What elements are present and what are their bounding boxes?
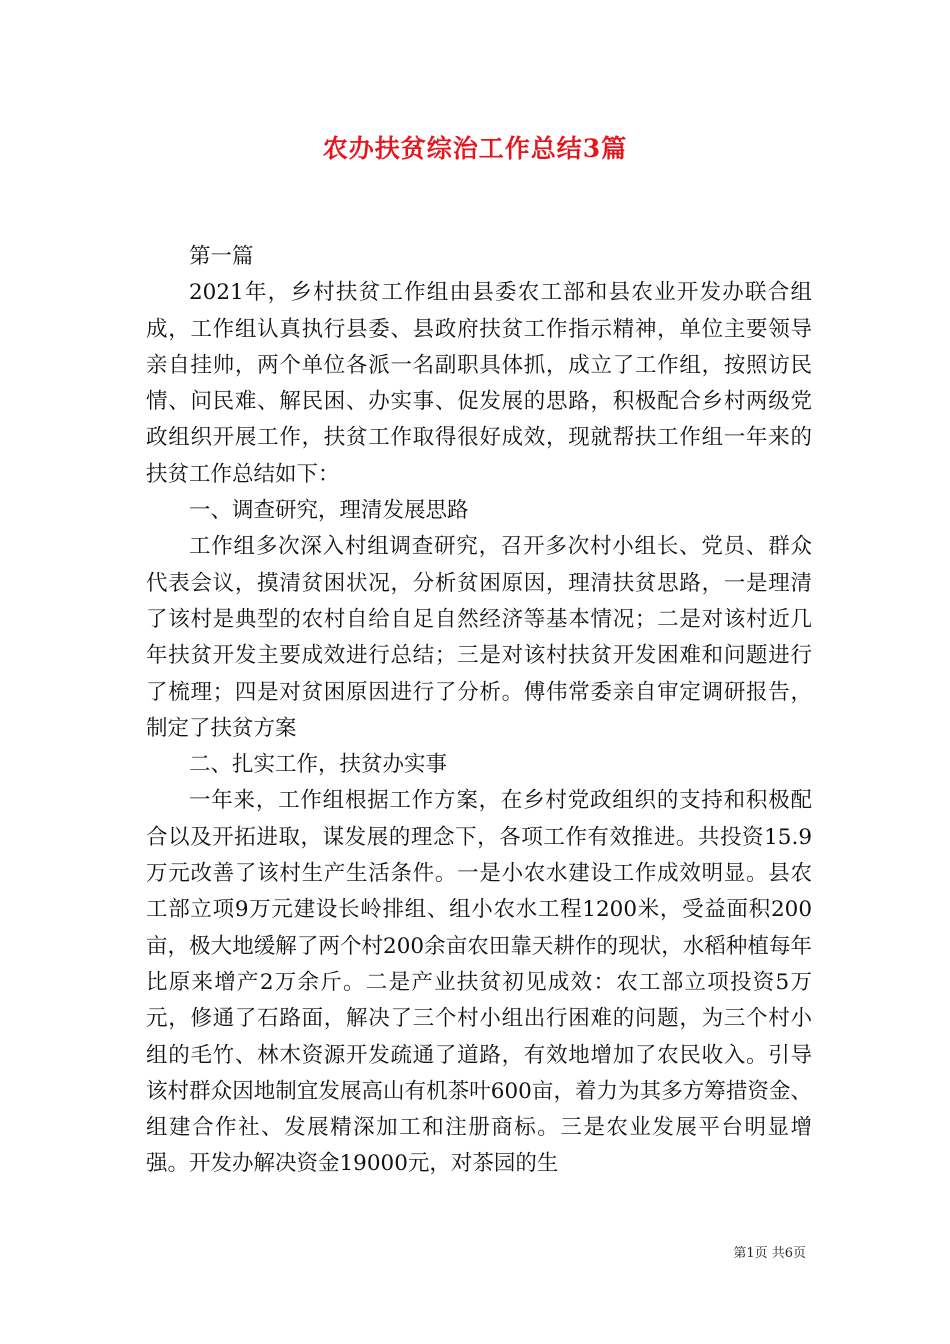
document-title: 农办扶贫综治工作总结3篇 <box>322 134 628 163</box>
paragraph-work: 一年来，工作组根据工作方案，在乡村党政组织的支持和积极配合以及开拓进取，谋发展的理念下，各项工作有效推进。共投资15.9万元改善了该村生产生活条件。一是小农水建设工作成效明显。县农工部立项9万元建设长岭排组、组小农水工程1200米，受益面积200亩，极大地缓解了两个村200余亩农田靠天耕作的现状，水稻种植每年比原来增产2万余斤。二是产业扶贫初见成效：农工部立项投资5万元，修通了石路面，解决了三个村小组出行困难的问题，为三个村小组的毛竹、林木资源开发疏通了道路，有效地增加了农民收入。引导该村群众因地制宜发展高山有机茶叶600亩，着力为其多方筹措资金、组建合作社、发展精深加工和注册商标。三是农业发展平台明显增强。开发办解决资金19000元，对茶园的生 <box>146 788 812 1177</box>
paragraph-research: 工作组多次深入村组调查研究，召开多次村小组长、党员、群众代表会议，摸清贫困状况，分析贫困原因，理清扶贫思路，一是理清了该村是典型的农村自给自足自然经济等基本情况；二是对该村近几年扶贫开发主要成效进行总结；三是对该村扶贫开发困难和问题进行了梳理；四是对贫困原因进行了分析。傅伟常委亲自审定调研报告，制定了扶贫方案 <box>146 534 812 741</box>
heading-one: 一、调查研究，理清发展思路 <box>189 498 469 524</box>
document-body <box>146 239 812 1183</box>
heading-two: 二、扎实工作，扶贫办实事 <box>189 752 448 778</box>
paragraph-intro: 2021年，乡村扶贫工作组由县委农工部和县农业开发办联合组成，工作组认真执行县委、县政府扶贫工作指示精神，单位主要领导亲自挂帅，两个单位各派一名副职具体抓，成立了工作组，按照访民情、问民难、解民困、办实事、促发展的思路，积极配合乡村两级党政组织开展工作，扶贫工作取得很好成效，现就帮扶工作组一年来的扶贫工作总结如下： <box>146 280 812 487</box>
section-label: 第一篇 <box>189 244 254 269</box>
page-number: 第1页 共6页 <box>733 1246 806 1261</box>
